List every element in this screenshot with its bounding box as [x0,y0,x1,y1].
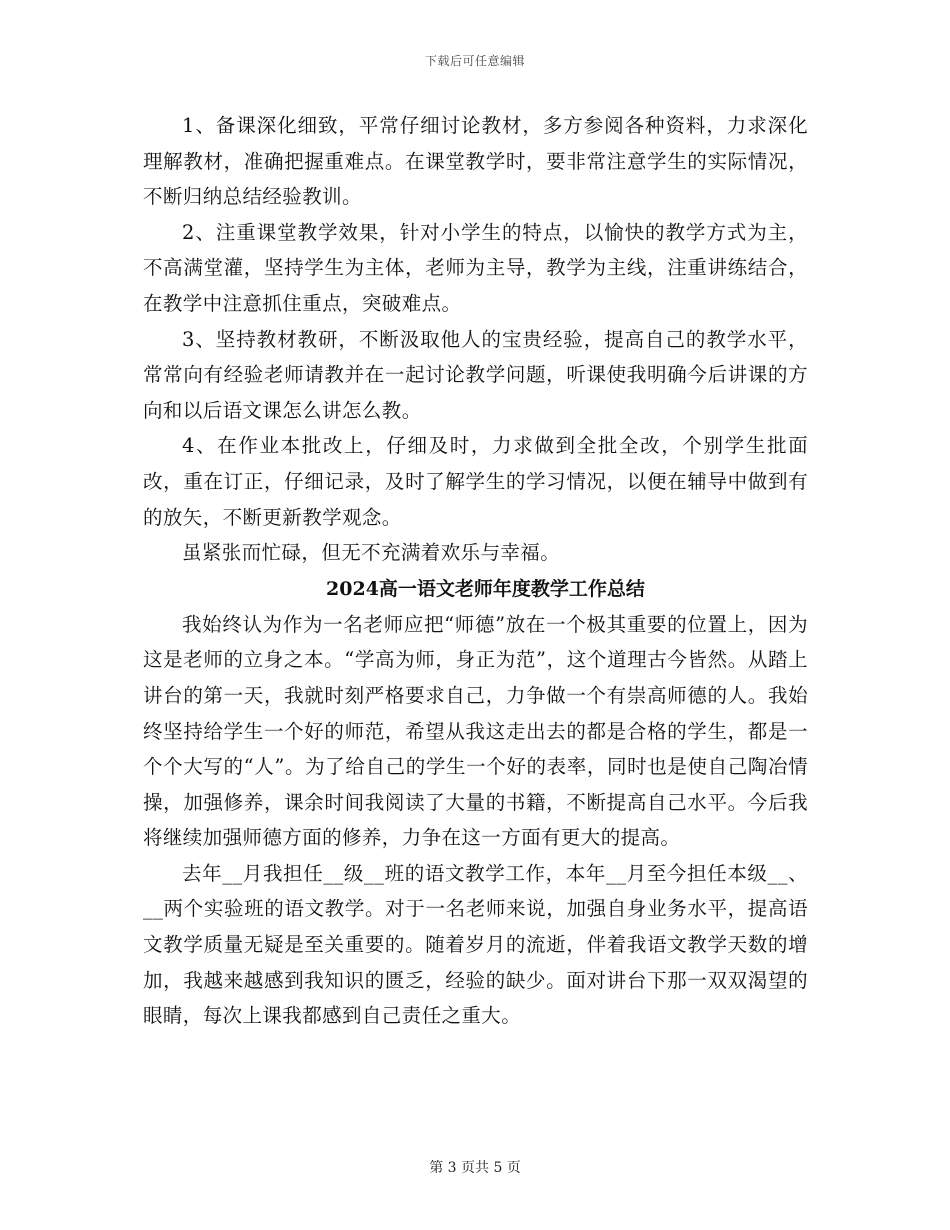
section-title: 2024高一语文老师年度教学工作总结 [326,577,645,600]
paragraph: 4、在作业本批改上，仔细及时，力求做到全批全改，个别学生批面改，重在订正，仔细记录，及时了解学生的学习情况，以便在辅导中做到有的放矢，不断更新教学观念。 [143,434,808,529]
page-header: 下载后可任意编辑 [424,54,525,68]
document-body [143,108,808,1034]
paragraph: 虽紧张而忙碌，但无不充满着欢乐与幸福。 [182,541,561,565]
paragraph: 2、注重课堂教学效果，针对小学生的特点，以愉快的教学方式为主，不高满堂灌，坚持学生为主体，老师为主导，教学为主线，注重讲练结合，在教学中注意抓住重点，突破难点。 [143,220,808,315]
paragraph: 3、坚持教材教研，不断汲取他人的宝贵经验，提高自己的教学水平，常常向有经验老师请教并在一起讨论教学问题，听课使我明确今后讲课的方向和以后语文课怎么讲怎么教。 [143,327,808,422]
paragraph: 1、备课深化细致，平常仔细讨论教材，多方参阅各种资料，力求深化理解教材，准确把握重难点。在课堂教学时，要非常注意学生的实际情况，不断归纳总结经验教训。 [143,114,808,209]
paragraph: 去年__月我担任__级__班的语文教学工作，本年__月至今担任本级__、__两个实验班的语文教学。对于一名老师来说，加强自身业务水平，提高语文教学质量无疑是至关重要的。随着岁月的流逝，伴着我语文教学天数的增加，我越来越感到我知识的匮乏，经验的缺少。面对讲台下那一双双渴望的眼睛，每次上课我都感到自己责任之重大。 [143,861,808,1028]
page-footer: 第 3 页共 5 页 [429,1160,521,1176]
paragraph: 我始终认为作为一名老师应把“师德”放在一个极其重要的位置上，因为这是老师的立身之本。“学高为师，身正为范”，这个道理古今皆然。从踏上讲台的第一天，我就时刻严格要求自己，力争做一个有崇高师德的人。我始终坚持给学生一个好的师范，希望从我这走出去的都是合格的学生，都是一个个大写的“人”。为了给自己的学生一个好的表率，同时也是使自己陶冶情操，加强修养，课余时间我阅读了大量的书籍，不断提高自己水平。今后我将继续加强师德方面的修养，力争在这一方面有更大的提高。 [143,612,808,850]
